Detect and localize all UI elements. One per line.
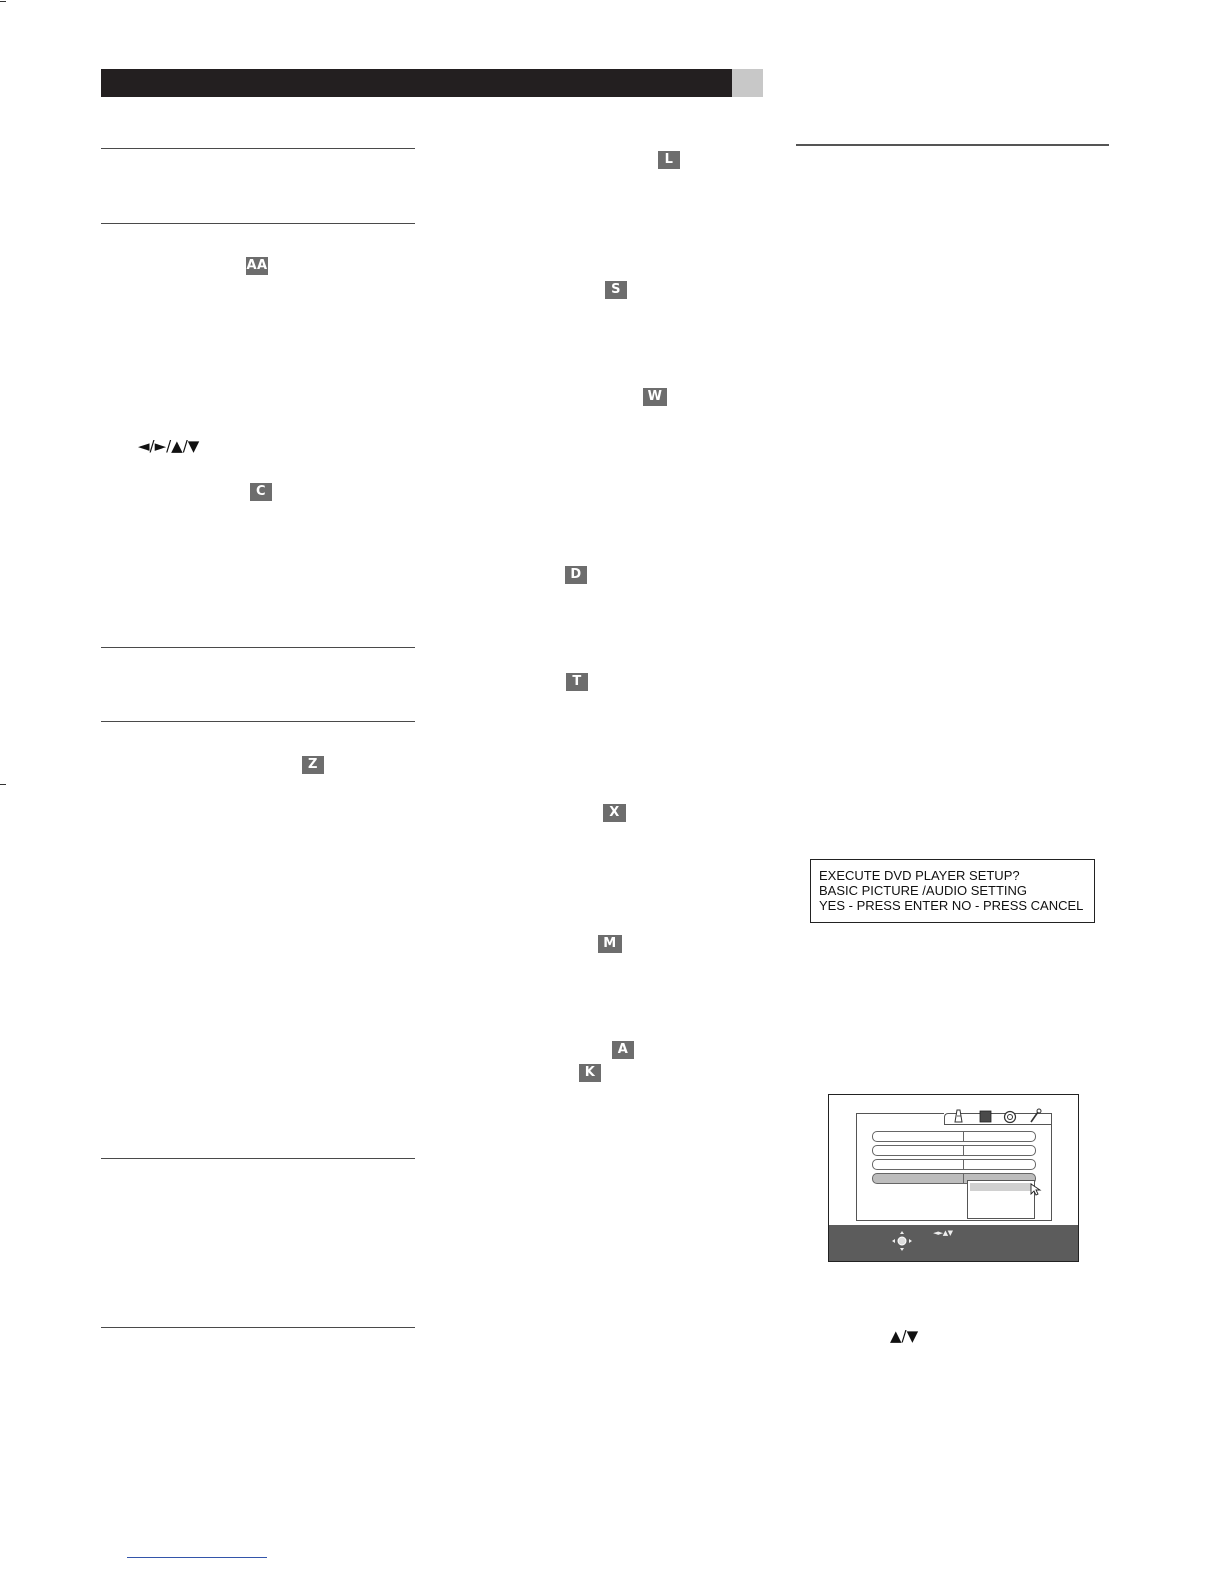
menu-tab-icons [947, 1107, 1047, 1125]
menu-row [872, 1131, 1036, 1142]
header-bar [101, 69, 732, 97]
square-icon [980, 1111, 991, 1122]
button-badge-s: S [605, 281, 627, 299]
section-rule [101, 148, 415, 149]
button-badge-k: K [579, 1064, 601, 1082]
crop-mark-top [0, 1, 6, 2]
header-tab [732, 69, 763, 97]
button-badge-z: Z [302, 756, 324, 774]
button-badge-d: D [565, 566, 587, 584]
dropdown-highlight [970, 1183, 1032, 1191]
section-rule [101, 647, 415, 648]
button-badge-x: X [603, 804, 626, 822]
crop-mark-middle [0, 784, 6, 785]
up-down-arrow-keys-label: ▲/▼ [890, 1327, 919, 1345]
button-badge-w: W [643, 388, 667, 406]
joystick-icon [891, 1230, 913, 1252]
disc-icon [1005, 1112, 1016, 1123]
setup-dialog [810, 859, 1095, 923]
button-badge-t: T [566, 673, 588, 691]
section-rule [101, 223, 415, 224]
section-rule [101, 721, 415, 722]
menu-dropdown [967, 1180, 1035, 1219]
setup-dialog-line1: EXECUTE DVD PLAYER SETUP? [819, 868, 1020, 883]
menu-row [872, 1159, 1036, 1170]
button-badge-c: C [250, 483, 272, 501]
menu-topline [856, 1113, 944, 1114]
footer-link-underline [127, 1557, 267, 1558]
section-rule [796, 144, 1109, 146]
menu-row [872, 1145, 1036, 1156]
setup-dialog-line2: BASIC PICTURE /AUDIO SETTING [819, 883, 1028, 898]
section-rule [101, 1158, 415, 1159]
cursor-icon [1030, 1183, 1042, 1197]
button-badge-m: M [598, 935, 622, 953]
wrench-icon [1031, 1109, 1041, 1122]
footer-arrows-label: ◄►▲▼ [933, 1229, 953, 1237]
arrow-keys-label: ◄/►/▲/▼ [138, 437, 200, 455]
menu-footer-bar [829, 1225, 1078, 1261]
button-badge-l: L [658, 151, 680, 169]
section-rule [101, 1327, 415, 1328]
button-badge-a: A [612, 1041, 634, 1059]
button-badge-aa: AA [246, 258, 268, 273]
speaker-icon [955, 1110, 962, 1122]
setup-dialog-line3: YES - PRESS ENTER NO - PRESS CANCEL [819, 898, 1084, 913]
setup-menu-screen [828, 1094, 1079, 1262]
